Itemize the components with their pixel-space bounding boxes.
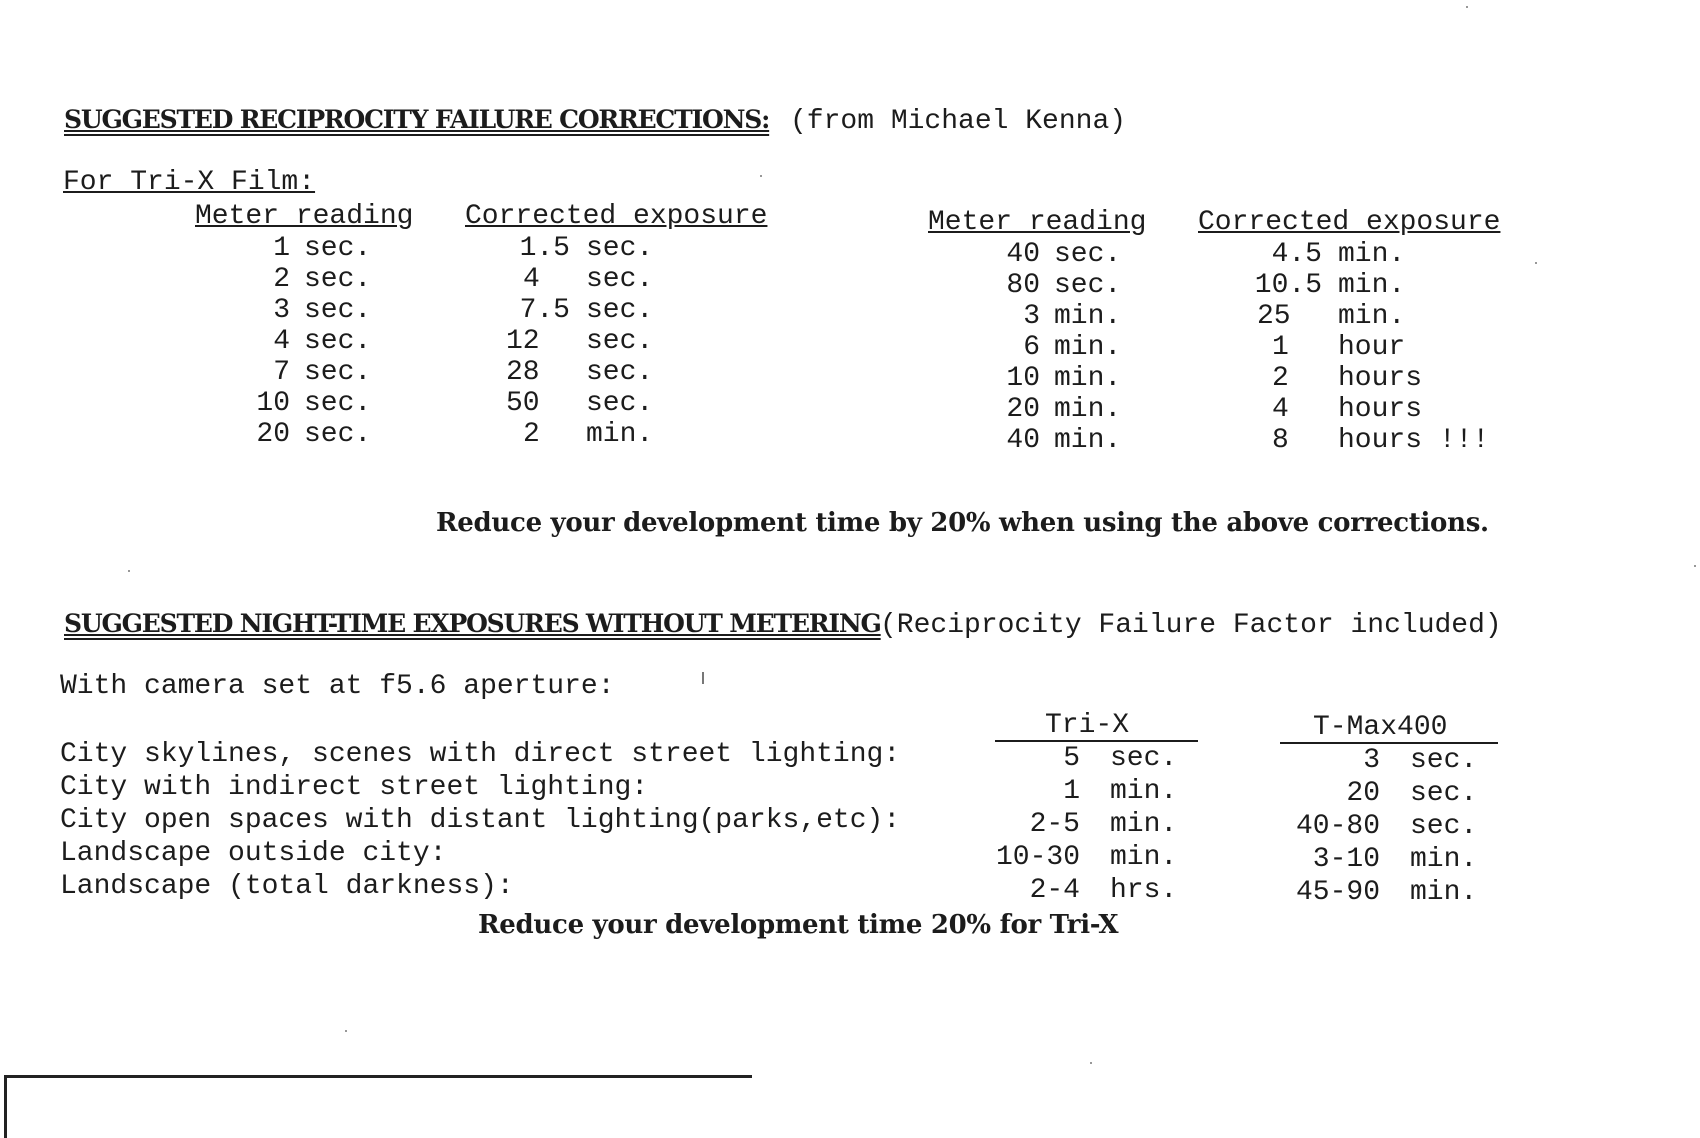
tmax-value: 3-10 [1312, 844, 1380, 875]
corrected-unit: hours [1338, 394, 1423, 425]
night-heading: SUGGESTED NIGHT-TIME EXPOSURES WITHOUT METERING [64, 609, 881, 638]
meter-unit: sec. [304, 295, 372, 326]
corrected-value: 12 [506, 326, 540, 357]
corrected-value: 4 [1272, 394, 1289, 425]
tmax-value: 40-80 [1295, 811, 1380, 842]
meter-unit: sec. [304, 388, 372, 419]
corrected-unit: sec. [586, 295, 654, 326]
corrected-unit: min. [586, 419, 654, 450]
trix-value: 2-5 [1029, 809, 1080, 840]
scan-speck [1535, 262, 1537, 264]
meter-unit: sec. [304, 233, 372, 264]
night-note: Reduce your development time 20% for Tri-X [478, 910, 1119, 940]
aperture-label: With camera set at f5.6 aperture: [60, 671, 615, 702]
meter-unit: min. [1054, 425, 1122, 456]
corrected-unit: min. [1338, 270, 1406, 301]
meter-value: 10 [1006, 363, 1040, 394]
corrected-value: 4.5 [1271, 239, 1322, 270]
meter-value: 4 [273, 326, 290, 357]
corrected-value: 1 [1272, 332, 1289, 363]
meter-unit: sec. [304, 419, 372, 450]
left-col-meter-header: Meter reading [195, 201, 414, 232]
night-subheading: (Reciprocity Failure Factor included) [880, 610, 1502, 641]
scene-label: City open spaces with distant lighting(parks,etc): [60, 805, 901, 836]
right-col-corrected-header: Corrected exposure [1198, 207, 1501, 238]
trix-unit: min. [1110, 809, 1178, 840]
reciprocity-heading: SUGGESTED RECIPROCITY FAILURE CORRECTIONS: [64, 105, 770, 134]
corrected-unit: sec. [586, 357, 654, 388]
scan-speck [1466, 6, 1468, 8]
meter-value: 2 [273, 264, 290, 295]
film-label: For Tri-X Film: [63, 167, 316, 198]
trix-unit: min. [1110, 776, 1178, 807]
scene-label: Landscape outside city: [60, 838, 447, 869]
meter-value: 7 [273, 357, 290, 388]
col-tmax-header: T-Max400 [1313, 712, 1448, 743]
trix-unit: sec. [1110, 743, 1178, 774]
meter-value: 40 [1006, 239, 1040, 270]
tmax-unit: sec. [1410, 745, 1478, 776]
scene-label: City with indirect street lighting: [60, 772, 649, 803]
left-col-corrected-header: Corrected exposure [465, 201, 768, 232]
meter-unit: sec. [304, 326, 372, 357]
tmax-value: 45-90 [1295, 877, 1380, 908]
corrected-unit: sec. [586, 233, 654, 264]
scene-label: Landscape (total darkness): [60, 871, 514, 902]
meter-unit: min. [1054, 301, 1122, 332]
col-trix-header: Tri-X [1045, 710, 1130, 741]
corrected-value: 4 [523, 264, 540, 295]
meter-value: 10 [256, 388, 290, 419]
scan-frame-edge [4, 1075, 752, 1138]
meter-unit: sec. [304, 264, 372, 295]
right-col-meter-header: Meter reading [928, 207, 1147, 238]
corrected-value: 50 [506, 388, 540, 419]
meter-value: 3 [273, 295, 290, 326]
tmax-value: 3 [1363, 745, 1380, 776]
meter-unit: sec. [304, 357, 372, 388]
col-tmax-rule [1280, 742, 1498, 744]
corrected-unit: hour [1338, 332, 1406, 363]
tmax-unit: min. [1410, 844, 1478, 875]
corrected-value: 8 [1272, 425, 1289, 456]
meter-value: 40 [1006, 425, 1040, 456]
meter-value: 80 [1006, 270, 1040, 301]
trix-value: 5 [1063, 743, 1080, 774]
corrected-unit: hours [1338, 363, 1423, 394]
meter-unit: min. [1054, 363, 1122, 394]
corrected-value: 2 [1272, 363, 1289, 394]
col-trix-rule [995, 740, 1198, 742]
trix-unit: min. [1110, 842, 1178, 873]
scan-speck [1090, 1062, 1092, 1064]
meter-unit: min. [1054, 394, 1122, 425]
tmax-unit: sec. [1410, 778, 1478, 809]
scan-speck [1694, 565, 1696, 567]
corrected-unit: min. [1338, 301, 1406, 332]
corrected-unit: sec. [586, 326, 654, 357]
tmax-value: 20 [1346, 778, 1380, 809]
scan-speck [760, 175, 762, 177]
corrected-unit: hours !!! [1338, 425, 1490, 456]
tmax-unit: sec. [1410, 811, 1478, 842]
trix-value: 1 [1063, 776, 1080, 807]
meter-value: 1 [273, 233, 290, 264]
reciprocity-note: Reduce your development time by 20% when using the above corrections. [436, 508, 1489, 538]
tmax-unit: min. [1410, 877, 1478, 908]
trix-value: 10-30 [995, 842, 1080, 873]
corrected-value: 1.5 [519, 233, 570, 264]
corrected-unit: min. [1338, 239, 1406, 270]
meter-unit: min. [1054, 332, 1122, 363]
corrected-value: 2 [523, 419, 540, 450]
trix-unit: hrs. [1110, 875, 1178, 906]
corrected-unit: sec. [586, 264, 654, 295]
meter-value: 20 [1006, 394, 1040, 425]
scene-label: City skylines, scenes with direct street lighting: [60, 739, 901, 770]
scan-speck [702, 672, 704, 684]
meter-value: 20 [256, 419, 290, 450]
meter-value: 6 [1023, 332, 1040, 363]
corrected-value: 7.5 [519, 295, 570, 326]
attribution: (from Michael Kenna) [790, 106, 1127, 137]
corrected-value: 25 [1257, 301, 1291, 332]
meter-unit: sec. [1054, 270, 1122, 301]
trix-value: 2-4 [1029, 875, 1080, 906]
meter-unit: sec. [1054, 239, 1122, 270]
corrected-unit: sec. [586, 388, 654, 419]
corrected-value: 10.5 [1254, 270, 1322, 301]
scan-speck [128, 570, 130, 572]
corrected-value: 28 [506, 357, 540, 388]
meter-value: 3 [1023, 301, 1040, 332]
scan-speck [345, 1030, 347, 1032]
